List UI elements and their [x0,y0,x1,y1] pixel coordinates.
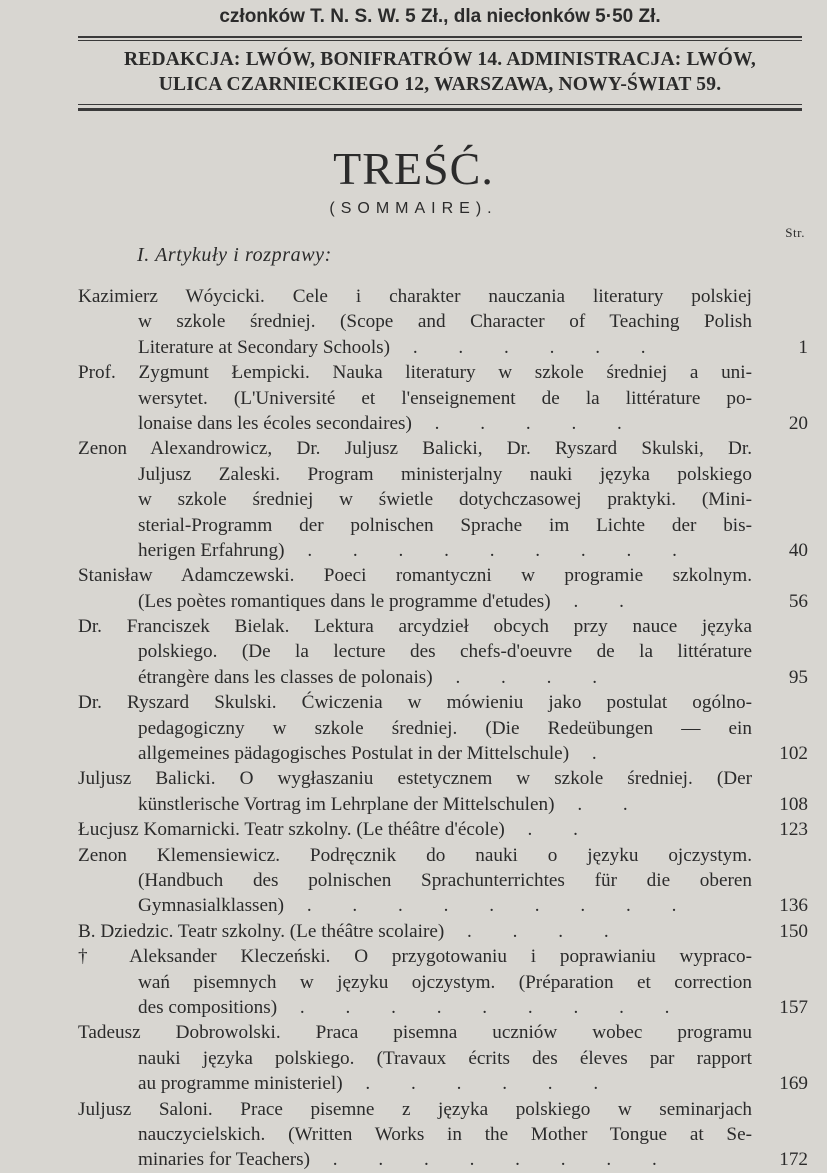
toc-entry-text: herigen Erfahrung) [138,539,285,561]
toc-entry-text: künstlerische Vortrag im Lehrplane der Mittelschulen) [138,793,555,815]
toc-leader-dots: . . [504,819,596,841]
toc-entry-line [138,639,752,664]
toc-entry [78,690,808,766]
toc-leader-dots: . . [554,793,646,815]
toc-entry [78,436,808,563]
toc-entry-text: allgemeines pädagogisches Postulat in der Mittelschule) [138,743,570,765]
toc-entry-text: Juljusz Zaleski. Program ministerjalny nauki języka polskiego [138,463,752,485]
toc-entry-text: Tadeusz Dobrowolski. Praca pisemna uczniów wobec programu [78,1022,752,1044]
toc-leader-dots: . . [550,590,642,612]
toc-entry-text: (Handbuch des polnischen Sprachunterrichtes für die oberen [138,869,752,891]
toc-entry [78,944,808,1020]
toc-entry [78,843,808,919]
toc-entry-text: Łucjusz Komarnicki. Teatr szkolny. (Le théâtre d'école) [78,819,505,841]
toc-entry-text: Dr. Ryszard Skulski. Ćwiczenia w mówieniu jako postulat ogólno- [78,692,752,714]
toc-page-number: 108 [779,793,808,815]
toc-entry-text: polskiego. (De la lecture des chefs-d'oeuvre de la littérature [138,641,752,663]
toc-entry-text: Kazimierz Wóycicki. Cele i charakter nauczania literatury polskiej [78,286,752,307]
toc-entry-line [138,538,752,563]
toc-page-number: 40 [788,539,808,561]
toc-entry-line [138,386,752,411]
toc-entry-line [138,868,752,893]
toc-leader-dots: . [569,743,615,765]
toc-entry-line [138,487,752,512]
toc-entry-text: Gymnasialklassen) [138,895,285,917]
toc-page-number: 157 [779,996,808,1018]
toc-entry-line [138,1071,752,1096]
toc-entry-line [138,995,752,1020]
toc-entry-line [138,1122,752,1147]
editorial-line-2: ULICA CZARNIECKIEGO 12, WARSZAWA, NOWY-ŚWIAT 59. [158,74,722,95]
toc-entry-text: sterial-Programm der polnischen Sprache im Lichte der bis- [138,514,752,536]
table-of-contents [78,284,808,1173]
editorial-line-1: REDAKCJA: LWÓW, BONIFRATRÓW 14. ADMINISTRACJA: LWÓW, [124,49,756,70]
page-subtitle: (SOMMAIRE). [329,200,498,217]
toc-entry-text: Literature at Secondary Schools) [138,336,391,358]
toc-page-number: 102 [779,743,808,765]
toc-entry-line [138,1046,752,1071]
toc-leader-dots: . . . . . . . . [309,1149,675,1171]
header-rule-bottom [78,104,802,111]
toc-entry-line [138,589,752,614]
toc-entry-text: étrangère dans les classes de polonais) [138,666,433,688]
toc-entry-text: lonaise dans les écoles secondaires) [138,412,412,434]
toc-entry [78,1020,808,1096]
toc-leader-dots: . . . . . . . . . [284,539,695,561]
toc-entry-line [78,563,752,588]
toc-entry-line [138,411,752,436]
toc-entry [78,817,808,842]
toc-entry-text: minaries for Teachers) [138,1149,310,1171]
toc-entry [78,766,808,817]
toc-entry-line [138,970,752,995]
toc-entry-line [78,1097,752,1122]
toc-entry-line [78,919,752,944]
toc-entry-line [78,766,752,791]
toc-page-number: 95 [788,666,808,688]
page-column-label: Str. [785,225,805,240]
toc-entry-text: au programme ministeriel) [138,1073,343,1095]
toc-leader-dots: . . . . . . [342,1073,617,1095]
toc-page-number: 150 [779,920,808,942]
toc-page-number: 1 [798,336,808,358]
toc-entry-text: des compositions) [138,996,278,1018]
toc-page-number: 172 [779,1149,808,1171]
toc-entry-line [78,843,752,868]
toc-leader-dots: . . . . [432,666,616,688]
toc-page-number: 136 [779,895,808,917]
toc-entry-text: wań pisemnych w języku ojczystym. (Préparation et correction [138,971,752,993]
toc-entry-line [78,1020,752,1045]
toc-entry-text: Stanisław Adamczewski. Poeci romantyczni w programie szkolnym. [78,565,752,587]
toc-entry-text: nauki języka polskiego. (Travaux écrits des éleves par rapport [138,1047,752,1069]
toc-entry-text: Prof. Zygmunt Łempicki. Nauka literatury w szkole średniej a uni- [78,362,752,384]
editorial-address [76,47,804,97]
toc-leader-dots: . . . . . . . . . [284,895,695,917]
toc-page-number: 123 [779,819,808,841]
toc-entry [78,1097,808,1173]
toc-leader-dots: . . . . [444,920,627,942]
header-rule-top [78,36,802,41]
toc-entry-text: † Aleksander Kleczeński. O przygotowaniu i poprawianiu wypraco- [78,946,752,968]
toc-leader-dots: . . . . . . . . . [277,996,688,1018]
toc-entry-text: Juljusz Saloni. Prace pisemne z języka polskiego w seminarjach [78,1098,752,1120]
toc-entry [78,563,808,614]
toc-entry-line [78,436,752,461]
toc-entry [78,919,808,944]
toc-entry-text: Zenon Klemensiewicz. Podręcznik do nauki o języku ojczystym. [78,844,752,866]
toc-entry-line [138,716,752,741]
toc-entry-line [78,614,752,639]
toc-page-number: 56 [788,590,808,612]
toc-entry-line [78,690,752,715]
toc-entry [78,360,808,436]
toc-entry-line [138,462,752,487]
toc-entry-line [78,360,752,385]
toc-entry-text: pedagogiczny w szkole średniej. (Die Redeübungen — ein [138,717,752,739]
section-heading: I. Artykuły i rozprawy: [137,244,332,266]
toc-entry-text: Juljusz Balicki. O wygłaszaniu estetycznem w szkole średniej. (Der [78,768,752,790]
toc-entry-line [78,944,752,969]
toc-entry-line [138,513,752,538]
toc-entry-text: nauczycielskich. (Written Works in the Mother Tongue at Se- [138,1123,752,1145]
toc-page-number: 20 [788,412,808,434]
subscription-line: członków T. N. S. W. 5 Zł., dla niecłonków 5·50 Zł. [219,6,661,27]
toc-leader-dots: . . . . . [411,412,640,434]
toc-entry-line [138,335,752,360]
toc-entry-line [138,893,752,918]
toc-entry-text: (Les poètes romantiques dans le programme d'etudes) [138,590,551,612]
toc-entry-text: B. Dziedzic. Teatr szkolny. (Le théâtre scolaire) [78,920,445,942]
toc-entry-line [138,309,752,334]
toc-entry [78,284,808,360]
toc-entry-line [78,817,752,842]
toc-entry-line [138,665,752,690]
toc-entry-text: w szkole średniej. (Scope and Character of Teaching Polish [138,311,752,333]
toc-entry-text: wersytet. (L'Université et l'enseignement de la littérature po- [138,387,752,409]
toc-entry-line [138,741,752,766]
toc-entry-line [138,792,752,817]
toc-entry-text: w szkole średniej w świetle dotychczasowej praktyki. (Mini- [138,489,752,511]
toc-entry [78,614,808,690]
toc-leader-dots: . . . . . . [390,336,664,358]
page-title: TREŚĆ. [333,143,494,194]
toc-page-number: 169 [779,1073,808,1095]
toc-entry-text: Dr. Franciszek Bielak. Lektura arcydzieł obcych przy nauce języka [78,616,752,638]
toc-entry-line [78,284,752,309]
toc-entry-text: Zenon Alexandrowicz, Dr. Juljusz Balicki, Dr. Ryszard Skulski, Dr. [78,438,752,460]
